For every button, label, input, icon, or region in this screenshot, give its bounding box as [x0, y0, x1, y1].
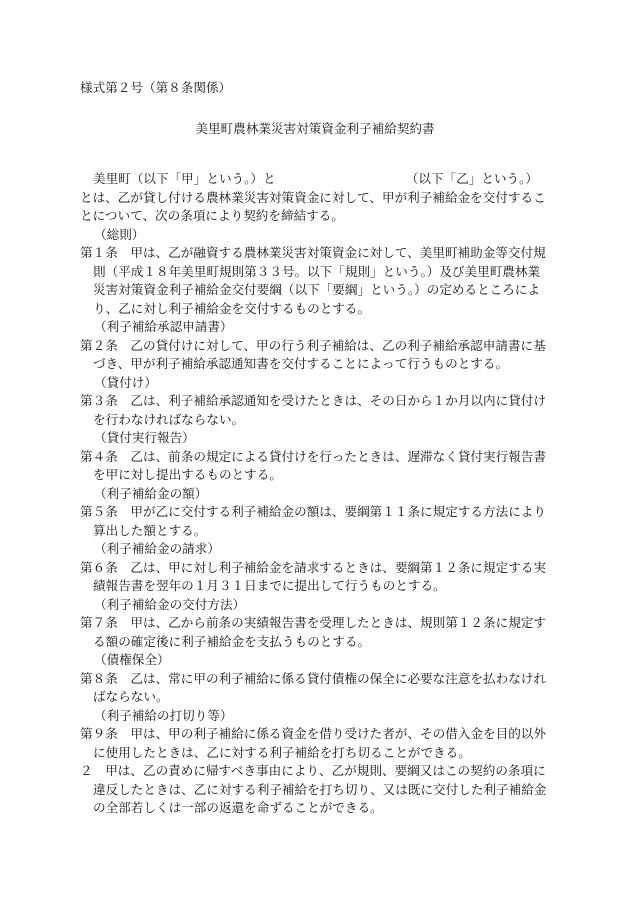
article-text: 第９条 甲は、甲の利子補給に係る資金を借り受けた者が、その借入金を目的以外に使用したときは、乙に対する利子補給を打ち切ることができる。 — [80, 726, 546, 760]
form-number: 様式第２号（第８条関係） — [80, 80, 232, 95]
article-heading: （利子補給金の請求） — [94, 541, 220, 556]
article-heading: （債権保全） — [94, 652, 170, 667]
article-heading: （利子補給金の交付方法） — [94, 596, 246, 612]
article-text: 第１条 甲は、乙が融資する農林業災害対策資金に対して、美里町補助金等交付規則（平成１８年美里町規則第３３号。以下「規則」という。）及び美里町農林業災害対策資金利子補給金交付要綱（以下「要綱」という。）の定めるところにより、乙に対し利子補給金を交付するものとする。 — [80, 245, 546, 316]
intro-first-line — [80, 170, 550, 189]
article-text: 第３条 乙は、利子補給承認通知を受けたときは、その日から１か月以内に貸付けを行わなければならない。 — [80, 393, 546, 427]
article-text: 第４条 乙は、前条の規定による貸付けを行ったときは、遅滞なく貸付実行報告書を甲に対し提出するものとする。 — [80, 448, 546, 482]
intro-paragraph: とは、乙が貸し付ける農林業災害対策資金に対して、甲が利子補給金を交付することについて、次の条項により契約を締結する。 — [80, 189, 546, 223]
article-heading: （利子補給金の額） — [94, 485, 208, 501]
article-heading: （利子補給承認申請書） — [94, 319, 233, 334]
article-text: 第７条 甲は、乙から前条の実績報告書を受理したときは、規則第１２条に規定する額の確定後に利子補給金を支払うものとする。 — [80, 615, 546, 649]
document-title: 美里町農林業災害対策資金利子補給契約書 — [195, 121, 435, 136]
article-text: 第６条 乙は、甲に対し利子補給金を請求するときは、要綱第１２条に規定する実績報告書を翌年の１月３１日までに提出して行うものとする。 — [80, 559, 546, 593]
article-text: 第８条 乙は、常に甲の利子補給に係る貸付債権の保全に必要な注意を払わなければならない。 — [80, 670, 546, 704]
article-heading: （総則） — [94, 226, 145, 242]
intro-party-a: 美里町（以下「甲」という。）と — [93, 171, 276, 186]
document-body — [80, 170, 550, 818]
article-heading: （貸付実行報告） — [94, 430, 195, 445]
article-text: 第２条 乙の貸付けに対して、甲の行う利子補給は、乙の利子補給承認申請書に基づき、甲が利子補給承認通知書を交付することによって行うものとする。 — [80, 337, 546, 371]
article-paragraph-2: ２ 甲は、乙の責めに帰すべき事由により、乙が規則、要綱又はこの契約の条項に違反したときは、乙に対する利子補給を打ち切り、又は既に交付した利子補給金の全部若しくは一部の返還を命ずることができる。 — [80, 763, 547, 815]
article-heading: （利子補給の打切り等） — [94, 707, 233, 723]
intro-party-b: （以下「乙」という。） — [405, 171, 538, 186]
article-heading: （貸付け） — [94, 374, 157, 390]
article-text: 第５条 甲が乙に交付する利子補給金の額は、要綱第１１条に規定する方法により算出した額とする。 — [80, 504, 546, 538]
